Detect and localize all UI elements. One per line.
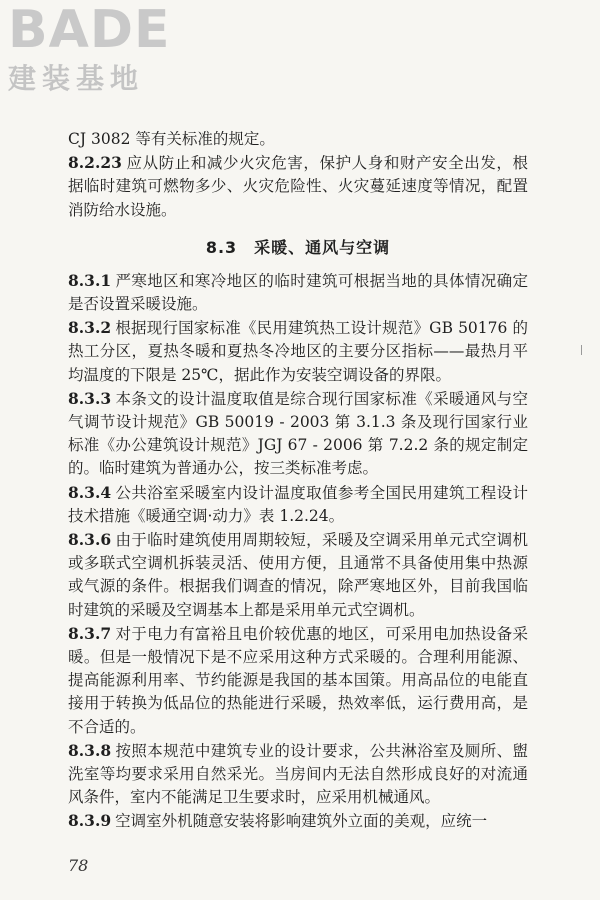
page-number: 78 <box>68 856 89 875</box>
clause-8-3-7 <box>68 622 528 739</box>
clause-8-3-2 <box>68 316 528 387</box>
page-body <box>68 128 528 834</box>
clause-number: 8.3.9 <box>68 811 112 831</box>
clause-text: 应从防止和减少火灾危害，保护人身和财产安全出发，根据临时建筑可燃物多少、火灾危险性、火灾蔓延速度等情况，配置消防给水设施。 <box>68 154 528 219</box>
clause-number: 8.3.2 <box>68 318 112 338</box>
clause-8-3-9 <box>68 809 528 833</box>
clause-text: 按照本规范中建筑专业的设计要求，公共淋浴室及厕所、盥洗室等均要求采用自然采光。当房间内无法自然形成良好的对流通风条件，室内不能满足卫生要求时，应采用机械通风。 <box>68 741 528 807</box>
clause-8-2-23 <box>68 151 528 222</box>
watermark-logo <box>8 0 208 98</box>
clause-text: 由于临时建筑使用周期较短，采暖及空调采用单元式空调机或多联式空调机拆装灵活、使用方便，且通常不具备使用集中热源或气源的条件。根据我们调查的情况，除严寒地区外，目前我国临时建筑的采暖及空调基本上都是采用单元式空调机。 <box>68 531 528 619</box>
clause-8-3-4 <box>68 481 528 528</box>
section-heading: 8.3 采暖、通风与空调 <box>205 237 391 257</box>
clause-number: 8.3.1 <box>68 270 112 290</box>
clause-8-3-3 <box>68 387 528 481</box>
clause-number: 8.3.8 <box>68 740 112 760</box>
clause-text: 根据现行国家标准《民用建筑热工设计规范》GB 50176 的热工分区，夏热冬暖和夏热冬冷地区的主要分区指标——最热月平均温度的下限是 25℃，据此作为安装空调设备的界限。 <box>68 319 528 384</box>
clause-number: 8.3.7 <box>68 623 112 643</box>
clause-number: 8.2.23 <box>68 153 122 173</box>
clause-text: 空调室外机随意安装将影响建筑外立面的美观，应统一 <box>115 812 488 831</box>
logo-subtitle: 建装基地 <box>8 62 145 95</box>
clause-number: 8.3.3 <box>68 388 112 408</box>
intro-paragraph: CJ 3082 等有关标准的规定。 <box>68 130 275 148</box>
clause-text: 本条文的设计温度取值是综合现行国家标准《采暖通风与空气调节设计规范》GB 50019 - 2003 第 3.1.3 条及现行国家行业标准《办公建筑设计规范》JGJ 67 - 2006 第 7.2.2 条的规定制定的。临时建筑为普通办公，按三类标准考虑。 <box>68 389 528 478</box>
clause-8-3-1 <box>68 269 528 316</box>
clause-8-3-8 <box>68 739 528 810</box>
clause-8-3-6 <box>68 528 528 622</box>
clause-number: 8.3.4 <box>68 482 112 502</box>
clause-number: 8.3.6 <box>68 530 112 550</box>
clause-text: 严寒地区和寒冷地区的临时建筑可根据当地的具体情况确定是否设置采暖设施。 <box>68 271 528 314</box>
margin-mark <box>581 345 582 355</box>
logo-wordmark: BADE <box>8 0 171 60</box>
clause-text: 对于电力有富裕且电价较优惠的地区，可采用电加热设备采暖。但是一般情况下是不应采用这种方式采暖的。合理利用能源、提高能源利用率、节约能源是我国的基本国策。用高品位的电能直接用于转换为低品位的热能进行采暖，热效率低，运行费用高，是不合适的。 <box>68 624 528 736</box>
clause-text: 公共浴室采暖室内设计温度取值参考全国民用建筑工程设计技术措施《暖通空调·动力》表 1.2.24。 <box>68 483 528 525</box>
